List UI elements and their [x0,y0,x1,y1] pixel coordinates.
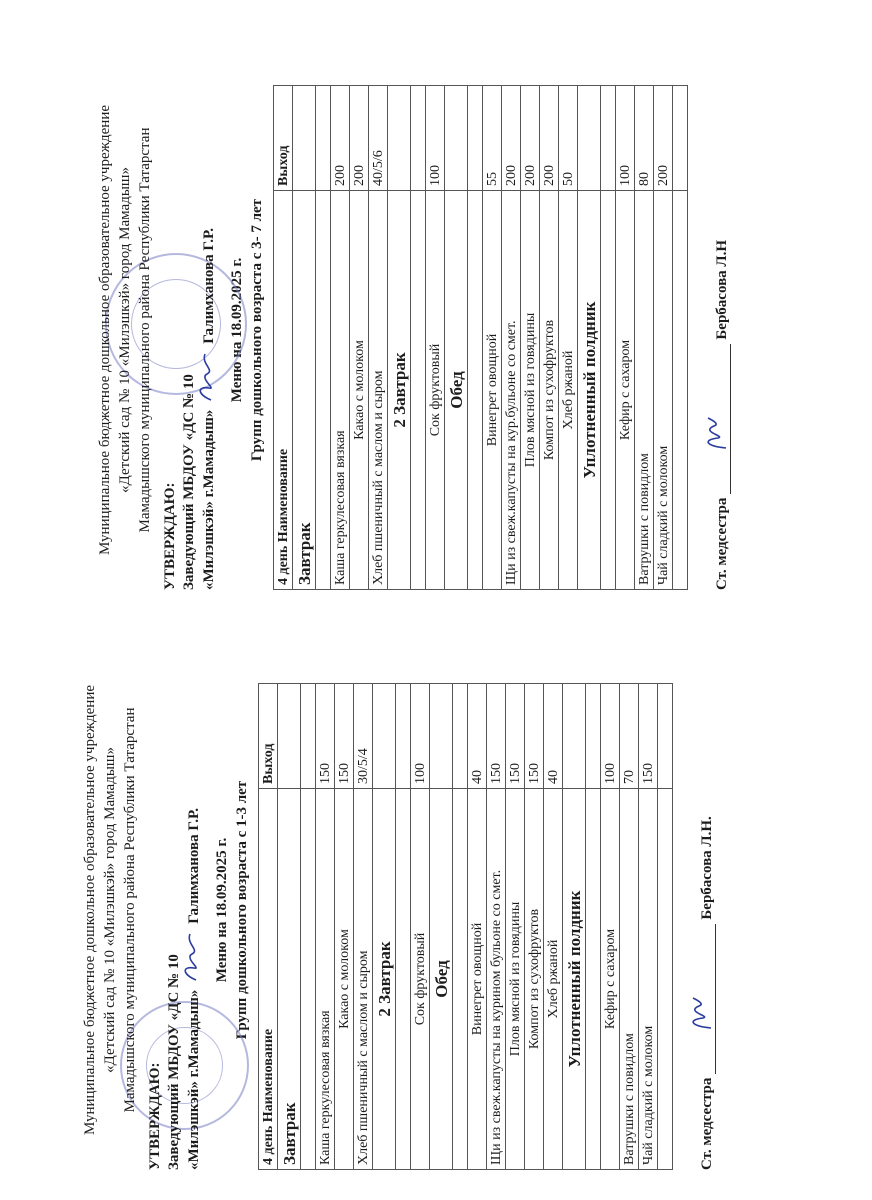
dish-output [578,86,601,191]
table-row [483,86,502,590]
approve-name: Галимханова Г.Р. [201,228,217,344]
dish-name: Плов мясной из говядины [506,789,525,1170]
approve-place: «Милэшкэй» г.Мамадыш» [201,409,217,590]
dish-output [430,684,453,789]
empty-row [411,86,426,590]
approval-block [146,650,204,1170]
dish-output: 100 [411,684,430,789]
dish-name [601,191,616,590]
section-row [445,86,468,590]
dish-output: 50 [559,86,578,191]
table-row [426,86,445,590]
table-row [411,684,430,1170]
dish-output: 100 [616,86,635,191]
table-row [350,86,369,590]
dish-output: 150 [316,684,335,789]
empty-row [586,684,601,1170]
dish-name: Хлеб пшеничный с маслом и сыром [354,789,373,1170]
dish-name [673,191,688,590]
section-row [578,86,601,590]
dish-output: 200 [540,86,559,191]
dish-output: 150 [525,684,544,789]
dish-output: 80 [635,86,654,191]
dish-output: 70 [620,684,639,789]
dish-name: Хлеб пшеничный с маслом и сыром [369,191,388,590]
header-out: Выход [274,86,293,191]
signature-blank [699,924,716,1074]
nurse-name: Бербасова Л.Н [714,239,730,340]
dish-name: Винегрет овощной [468,789,487,1170]
table-row [331,86,350,590]
organization-header [95,70,155,590]
dish-name: Ватрушки с повидлом [635,191,654,590]
table-row [540,86,559,590]
dish-name [453,789,468,1170]
section-row [563,684,586,1170]
table-row [316,684,335,1170]
empty-row [453,684,468,1170]
table-row [544,684,563,1170]
dish-output [293,86,316,191]
table-row [335,684,354,1170]
group-title: Групп дошкольного возраста с 1-3 лет [234,780,250,1040]
nurse-signature-line [714,70,731,590]
dish-name [316,191,331,590]
dish-output [601,86,616,191]
dish-name [301,789,316,1170]
dish-output [301,684,316,789]
dish-name: Компот из сухофруктов [525,789,544,1170]
table-row [635,86,654,590]
table-row [487,684,506,1170]
menu-panel-1-3 [80,650,716,1170]
dish-name: Компот из сухофруктов [540,191,559,590]
table-row [525,684,544,1170]
table-row [601,684,620,1170]
dish-output: 40 [468,684,487,789]
org-line-2: «Детский сад № 10 «Милэшкэй» город Мамадыш» [102,747,118,1073]
table-header [274,86,293,590]
org-line-3: Мамадышского муниципального района Республики Татарстан [122,707,138,1113]
dish-output [563,684,586,789]
dish-name [658,789,673,1170]
table-header [259,684,278,1170]
dish-output: 200 [331,86,350,191]
approve-post: Заведующий МБДОУ «ДС № 10 [166,954,182,1170]
empty-row [301,684,316,1170]
dish-name: Каша геркулесовая вязкая [331,191,350,590]
dish-output: 200 [502,86,521,191]
dish-name [468,191,483,590]
approve-post: Заведующий МБДОУ «ДС № 10 [181,374,197,590]
dish-output: 100 [601,684,620,789]
table-row [521,86,540,590]
table-row [620,684,639,1170]
dish-name: Щи из свеж.капусты на кур.бульоне со смет. [502,191,521,590]
table-row [502,86,521,590]
table-row [559,86,578,590]
group-title: Групп дошкольного возраста с 3- 7 лет [249,198,265,462]
org-line-2: «Детский сад № 10 «Милэшкэй» город Мамадыш» [117,167,133,493]
dish-name: Каша геркулесовая вязкая [316,789,335,1170]
nurse-label: Ст. медсестра [714,497,730,590]
dish-output [586,684,601,789]
dish-output: 150 [506,684,525,789]
approve-title: УТВЕРЖДАЮ: [162,482,178,590]
dish-name: Хлеб ржаной [559,191,578,590]
dish-name: Завтрак [278,789,301,1170]
table-row [506,684,525,1170]
signature-icon [184,930,204,984]
dish-name: Плов мясной из говядины [521,191,540,590]
dish-output: 40/5/6 [369,86,388,191]
menu-table [258,683,673,1170]
dish-output [468,86,483,191]
section-row [388,86,411,590]
approve-title: УТВЕРЖДАЮ: [147,1062,163,1170]
dish-output [411,86,426,191]
table-row [639,684,658,1170]
dish-output: 150 [335,684,354,789]
dish-output: 40 [544,684,563,789]
dish-output [373,684,396,789]
dish-output [658,684,673,789]
dish-output [453,684,468,789]
dish-output [673,86,688,191]
menu-date: Меню на 18.09.2025 г. [229,257,245,403]
dish-name: Уплотненный полдник [578,191,601,590]
approval-block [161,70,219,590]
dish-name: Чай сладкий с молоком [654,191,673,590]
dish-name: Какао с молоком [335,789,354,1170]
empty-row [673,86,688,590]
dish-name: Хлеб ржаной [544,789,563,1170]
header-name: 4 день Наименование [259,789,278,1170]
table-row [354,684,373,1170]
empty-row [601,86,616,590]
org-line-1: Муниципальное бюджетное дошкольное образовательное учреждение [82,685,98,1135]
empty-row [396,684,411,1170]
dish-name: Уплотненный полдник [563,789,586,1170]
dish-name: Кефир с сахаром [601,789,620,1170]
dish-output: 100 [426,86,445,191]
dish-name [396,789,411,1170]
dish-output: 150 [487,684,506,789]
dish-output: 55 [483,86,502,191]
dish-name: Винегрет овощной [483,191,502,590]
dish-name: Какао с молоком [350,191,369,590]
dish-name: Сок фруктовый [411,789,430,1170]
dish-output [278,684,301,789]
section-row [278,684,301,1170]
approve-place: «Милэшкэй» г.Мамадыш» [186,989,202,1170]
empty-row [658,684,673,1170]
dish-output: 200 [654,86,673,191]
empty-row [316,86,331,590]
dish-output: 150 [639,684,658,789]
table-row [369,86,388,590]
menu-table [273,85,688,590]
dish-output [388,86,411,191]
menu-date: Меню на 18.09.2025 г. [214,837,230,983]
nurse-label: Ст. медсестра [699,1077,715,1170]
signature-blank [714,344,731,494]
dish-name [411,191,426,590]
dish-name: 2 Завтрак [388,191,411,590]
dish-output [316,86,331,191]
dish-name [586,789,601,1170]
section-row [430,684,453,1170]
org-line-1: Муниципальное бюджетное дошкольное образовательное учреждение [97,105,113,555]
dish-name: Щи из свеж.капусты на курином бульоне со смет. [487,789,506,1170]
dish-name: Чай сладкий с молоком [639,789,658,1170]
organization-header [80,650,140,1170]
empty-row [468,86,483,590]
nurse-signature-line [699,650,716,1170]
dish-name: Завтрак [293,191,316,590]
header-out: Выход [259,684,278,789]
dish-name: Кефир с сахаром [616,191,635,590]
dish-output: 30/5/4 [354,684,373,789]
header-name: 4 день Наименование [274,191,293,590]
signature-icon [199,350,219,404]
nurse-name: Бербасова Л.Н. [699,816,715,920]
table-row [468,684,487,1170]
dish-output [396,684,411,789]
dish-name: Ватрушки с повидлом [620,789,639,1170]
dish-output: 200 [350,86,369,191]
approve-name: Галимханова Г.Р. [186,808,202,924]
dish-output [445,86,468,191]
dish-name: Сок фруктовый [426,191,445,590]
org-line-3: Мамадышского муниципального района Республики Татарстан [137,127,153,533]
dish-name: 2 Завтрак [373,789,396,1170]
menu-panel-3-7 [95,70,731,590]
dish-name: Обед [430,789,453,1170]
section-row [293,86,316,590]
dish-output: 200 [521,86,540,191]
table-row [616,86,635,590]
section-row [373,684,396,1170]
dish-name: Обед [445,191,468,590]
table-row [654,86,673,590]
